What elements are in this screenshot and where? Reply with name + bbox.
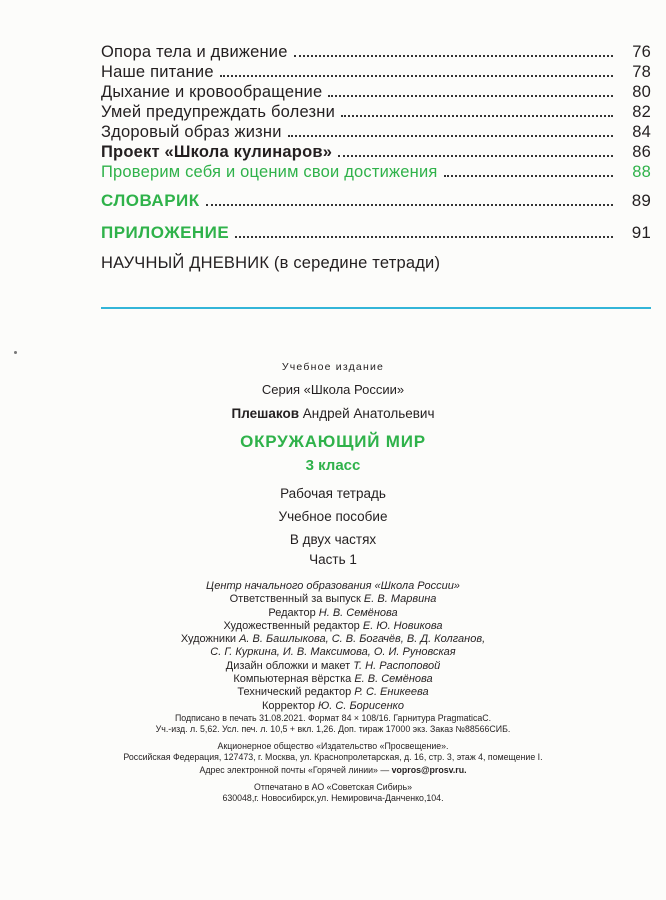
- toc-item[interactable]: [101, 102, 651, 122]
- toc-item-title: Проверим себя и оценим свои достижения: [101, 163, 438, 181]
- print-details: Подписано в печать 31.08.2021. Формат 84 × 108/16. Гарнитура PragmaticaC. Уч.-изд. л. 5,62. Усл. печ. л. 10,5 + вкл. 1,26. Доп. тираж 17000 экз. Заказ №88566СИБ.: [155, 713, 511, 734]
- credit-line: Редактор Н. В. Семёнова: [268, 606, 398, 619]
- credit-line: Художники А. В. Башлыкова, С. В. Богачёв, В. Д. Колганов,: [180, 633, 486, 646]
- toc-leader-dots: [235, 236, 613, 238]
- toc-item-title: Дыхание и кровообращение: [101, 83, 323, 101]
- toc-leader-dots: [220, 75, 613, 77]
- toc-item[interactable]: [101, 42, 651, 62]
- credit-line: Технический редактор Р. С. Еникеева: [237, 686, 429, 699]
- toc-item-title: Проект «Школа кулинаров»: [101, 143, 333, 161]
- toc-leader-dots: [328, 95, 613, 97]
- toc-item-page: 88: [632, 163, 651, 181]
- toc-leader-dots: [288, 135, 613, 137]
- toc-item-title: Здоровый образ жизни: [101, 123, 282, 141]
- book-kind: Рабочая тетрадь: [280, 486, 386, 501]
- credit-line: Ответственный за выпуск Е. В. Марвина: [229, 593, 437, 606]
- toc-leader-dots: [206, 204, 613, 206]
- printer-info: Отпечатано в АО «Советская Сибирь» 630048,г. Новосибирск,ул. Немировича-Данченко,104.: [222, 782, 444, 803]
- toc-section-title: СЛОВАРИК: [101, 191, 200, 210]
- toc-item-page: 84: [632, 123, 651, 141]
- toc-item[interactable]: [101, 82, 651, 102]
- toc-item[interactable]: [101, 62, 651, 82]
- toc-item-page: 82: [632, 103, 651, 121]
- parts-count: В двух частях: [289, 532, 377, 547]
- toc-appendix[interactable]: [101, 220, 651, 246]
- toc-leader-dots: [341, 115, 613, 117]
- book-title: ОКРУЖАЮЩИЙ МИР: [240, 432, 426, 451]
- toc-item-title: Наше питание: [101, 63, 214, 81]
- credit-line: Художественный редактор Е. Ю. Новикова: [223, 619, 443, 632]
- publisher-info: Акционерное общество «Издательство «Просвещение». Российская Федерация, 127473, г. Москва, ул. Краснопролетарская, д. 16, стр. 3, этаж 4, помещение I.: [123, 741, 543, 762]
- hotline-email: Адрес электронной почты «Горячей линии» — vopros@prosv.ru.: [199, 765, 467, 775]
- grade: 3 класс: [305, 457, 361, 474]
- toc-dictionary[interactable]: [101, 188, 651, 214]
- toc-section-page: 89: [631, 191, 651, 210]
- toc-section-page: 91: [631, 223, 651, 242]
- toc-item-page: 86: [632, 143, 651, 161]
- author: [0, 406, 666, 421]
- toc-diary-title: НАУЧНЫЙ ДНЕВНИК (в середине тетради): [101, 254, 441, 272]
- toc-leader-dots: [444, 175, 613, 177]
- education-centre: Центр начального образования «Школа России»: [206, 580, 460, 592]
- toc-item-title: Умей предупреждать болезни: [101, 103, 335, 121]
- email-link[interactable]: vopros@prosv.ru.: [391, 765, 467, 775]
- credit-line: Компьютерная вёрстка Е. В. Семёнова: [233, 673, 433, 686]
- author-last-name: Плешаков: [231, 406, 299, 421]
- book-purpose: Учебное пособие: [278, 509, 388, 524]
- edition-type: Учебное издание: [281, 361, 385, 373]
- toc-item-title: Опора тела и движение: [101, 43, 288, 61]
- toc-item-page: 80: [632, 83, 651, 101]
- toc-item-self-check[interactable]: [101, 162, 651, 182]
- section-divider: [101, 307, 651, 309]
- toc-item-project[interactable]: [101, 142, 651, 162]
- part-number: Часть 1: [309, 552, 357, 567]
- toc-leader-dots: [294, 55, 613, 57]
- toc-section-title: ПРИЛОЖЕНИЕ: [101, 223, 230, 242]
- table-of-contents: [101, 42, 651, 276]
- margin-mark: [14, 351, 17, 354]
- credit-line: Дизайн обложки и макет Т. Н. Распоповой: [225, 659, 441, 672]
- credit-line: Корректор Ю. С. Борисенко: [262, 699, 404, 712]
- series-name: Серия «Школа России»: [261, 382, 405, 397]
- toc-leader-dots: [338, 155, 613, 157]
- toc-diary[interactable]: [101, 250, 651, 276]
- author-first-name: Андрей Анатольевич: [302, 406, 435, 421]
- toc-item-page: 78: [632, 63, 651, 81]
- credit-line: С. Г. Куркина, И. В. Максимова, О. И. Руновская: [210, 646, 456, 659]
- toc-item-page: 76: [632, 43, 651, 61]
- toc-item[interactable]: [101, 122, 651, 142]
- staff-credits: [0, 580, 666, 713]
